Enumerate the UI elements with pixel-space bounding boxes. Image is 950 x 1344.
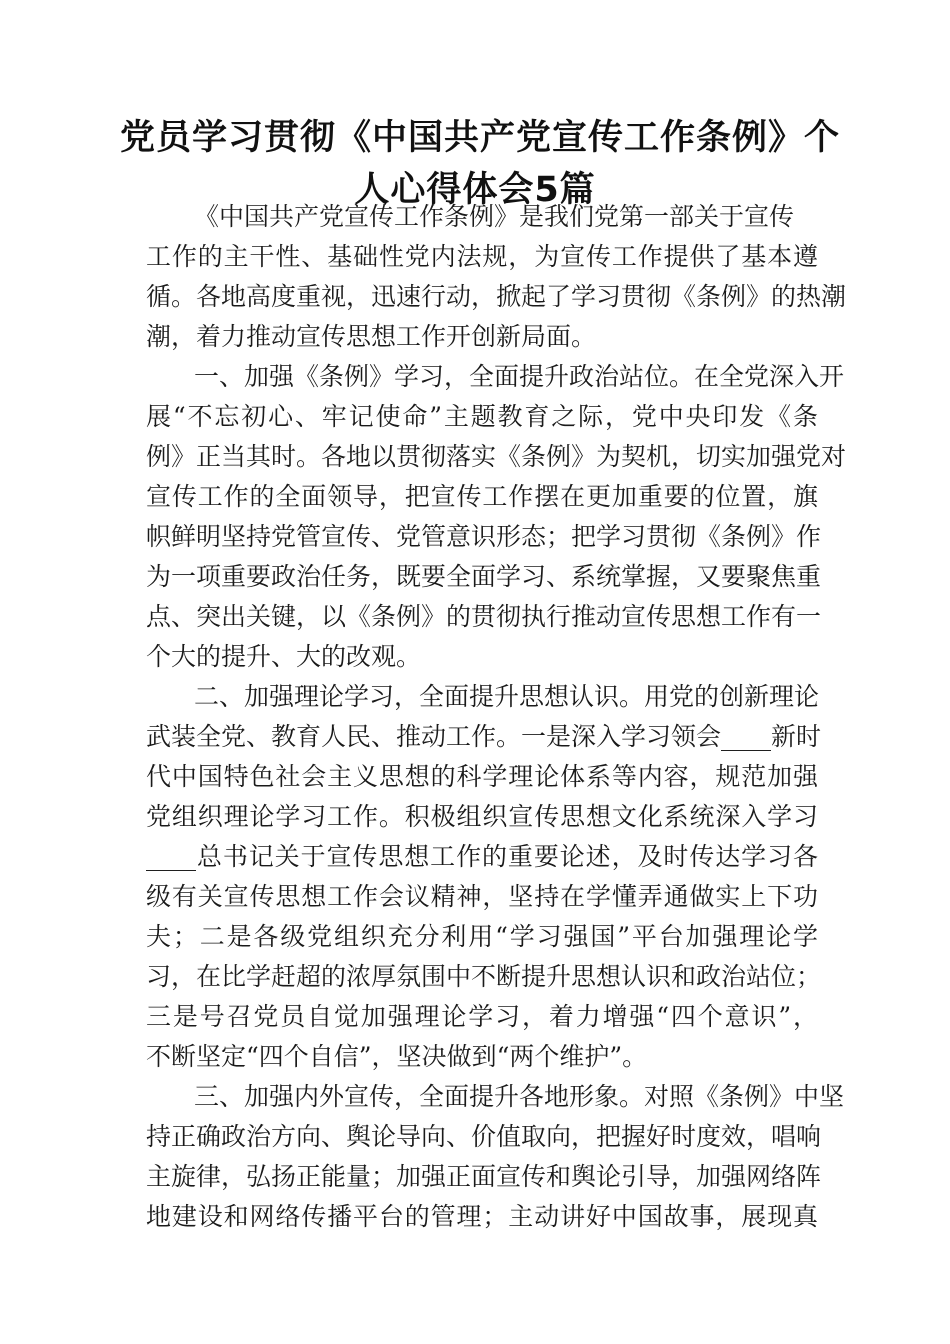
text-line: 二、加强理论学习，全面提升思想认识。用党的创新理论: [194, 682, 820, 711]
text-line: 不断坚定“四个自信”，坚决做到“两个维护”。: [146, 1042, 648, 1071]
text-line: 循。各地高度重视，迅速行动，掀起了学习贯彻《条例》的热潮: [146, 282, 847, 311]
section-three-paragraph: [146, 1077, 845, 1237]
section-two-paragraph: [146, 677, 822, 1077]
text-line: 党组织理论学习工作。积极组织宣传思想文化系统深入学习: [146, 802, 818, 831]
text-line: 持正确政治方向、舆论导向、价值取向，把握好时度效，唱响: [146, 1122, 822, 1151]
text-line: 习，在比学赶超的浓厚氛围中不断提升思想认识和政治站位；: [146, 962, 822, 991]
title-line: 党员学习贯彻《中国共产党宣传工作条例》个: [120, 118, 841, 158]
text-line: 宣传工作的全面领导，把宣传工作摆在更加重要的位置，旗: [146, 482, 818, 511]
text-line: 地建设和网络传播平台的管理；主动讲好中国故事，展现真: [146, 1202, 818, 1231]
intro-paragraph: [146, 197, 847, 357]
text-line: 工作的主干性、基础性党内法规，为宣传工作提供了基本遵: [146, 242, 818, 271]
text-line: 帜鲜明坚持党管宣传、党管意识形态；把学习贯彻《条例》作: [146, 522, 822, 551]
text-line: ____总书记关于宣传思想工作的重要论述，及时传达学习各: [146, 842, 818, 871]
text-line: 三是号召党员自觉加强理论学习，着力增强“四个意识”，: [146, 1002, 818, 1031]
text-line: 一、加强《条例》学习，全面提升政治站位。在全党深入开: [194, 362, 845, 391]
text-line: 夫；二是各级党组织充分利用“学习强国”平台加强理论学: [146, 922, 818, 951]
text-line: 展“不忘初心、牢记使命”主题教育之际，党中央印发《条: [146, 402, 818, 431]
text-line: 《中国共产党宣传工作条例》是我们党第一部关于宣传: [194, 202, 795, 231]
text-line: 武装全党、教育人民、推动工作。一是深入学习领会____新时: [146, 722, 822, 751]
text-line: 级有关宣传思想工作会议精神，坚持在学懂弄通做实上下功: [146, 882, 818, 911]
text-line: 三、加强内外宣传，全面提升各地形象。对照《条例》中坚: [194, 1082, 845, 1111]
text-line: 例》正当其时。各地以贯彻落实《条例》为契机，切实加强党对: [146, 442, 847, 471]
section-one-paragraph: [146, 357, 847, 677]
document-body: [146, 197, 847, 1237]
text-line: 点、突出关键，以《条例》的贯彻执行推动宣传思想工作有一: [146, 602, 822, 631]
text-line: 个大的提升、大的改观。: [146, 642, 422, 671]
title-line: 人心得体会5篇: [354, 170, 596, 210]
text-line: 主旋律，弘扬正能量；加强正面宣传和舆论引导，加强网络阵: [146, 1162, 822, 1191]
text-line: 为一项重要政治任务，既要全面学习、系统掌握，又要聚焦重: [146, 562, 822, 591]
text-line: 代中国特色社会主义思想的科学理论体系等内容，规范加强: [146, 762, 818, 791]
text-line: 潮，着力推动宣传思想工作开创新局面。: [146, 322, 597, 351]
